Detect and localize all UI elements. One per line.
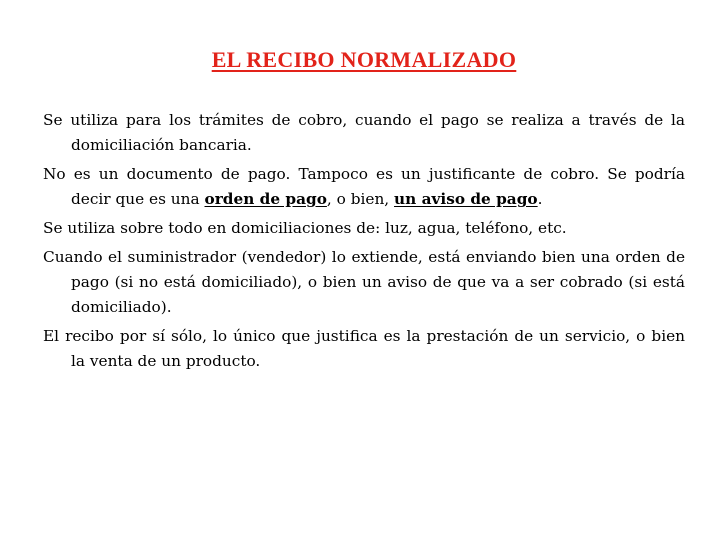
paragraph-text-before: No es un documento de pago. Tampoco es un justificante de cobro. Se podría decir que es una [43,165,685,208]
paragraph-justification: El recibo por sí sólo, lo único que justifica es la prestación de un servicio, o bien la venta de un producto. [43,327,685,370]
paragraph-usage: Se utiliza para los trámites de cobro, cuando el pago se realiza a través de la domiciliación bancaria. [43,111,685,154]
slide-body [43,108,685,378]
paragraph-not-payment-document [43,162,685,212]
paragraph-text-after: . [537,190,543,208]
paragraph-text-middle: , o bien, [326,190,395,208]
aviso-de-pago-term: un aviso de pago [394,190,538,208]
slide-title: EL RECIBO NORMALIZADO [211,47,517,72]
orden-de-pago-term: orden de pago [204,190,327,208]
paragraph-supplier: Cuando el suministrador (vendedor) lo extiende, está enviando bien una orden de pago (si no está domiciliado), o bien un aviso de que va a ser cobrado (si está domiciliado). [43,248,685,316]
paragraph-domiciliations: Se utiliza sobre todo en domiciliaciones de: luz, agua, teléfono, etc. [43,219,567,237]
